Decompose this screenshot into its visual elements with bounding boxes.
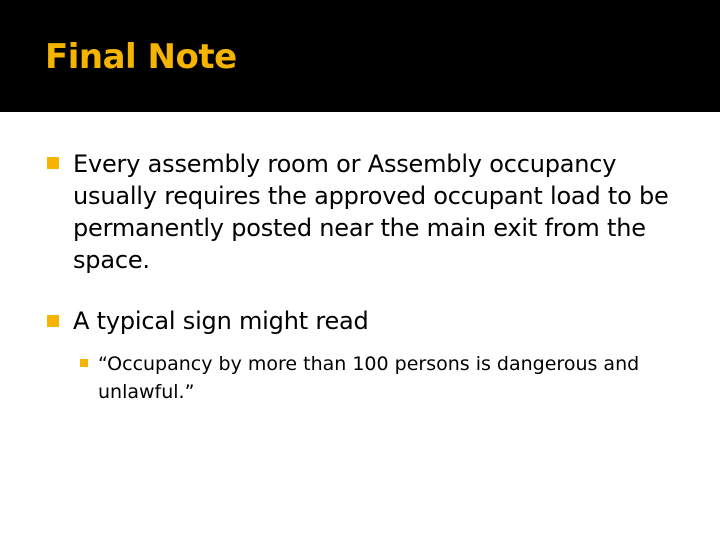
title-bar: [0, 0, 720, 112]
sub-bullet-square-icon: [80, 359, 88, 367]
bullet-square-icon: [47, 157, 59, 169]
bullet-text-typical-sign: A typical sign might read: [73, 307, 369, 335]
bullet-square-icon: [47, 315, 59, 327]
bullet-text-assembly-room: Every assembly room or Assembly occupancy usually requires the approved occupant load to be permanently posted near the main exit from the space.: [73, 150, 669, 274]
slide-title: Final Note: [45, 37, 237, 77]
bullet-text-sign-quote: “Occupancy by more than 100 persons is dangerous and unlawful.”: [98, 353, 640, 403]
